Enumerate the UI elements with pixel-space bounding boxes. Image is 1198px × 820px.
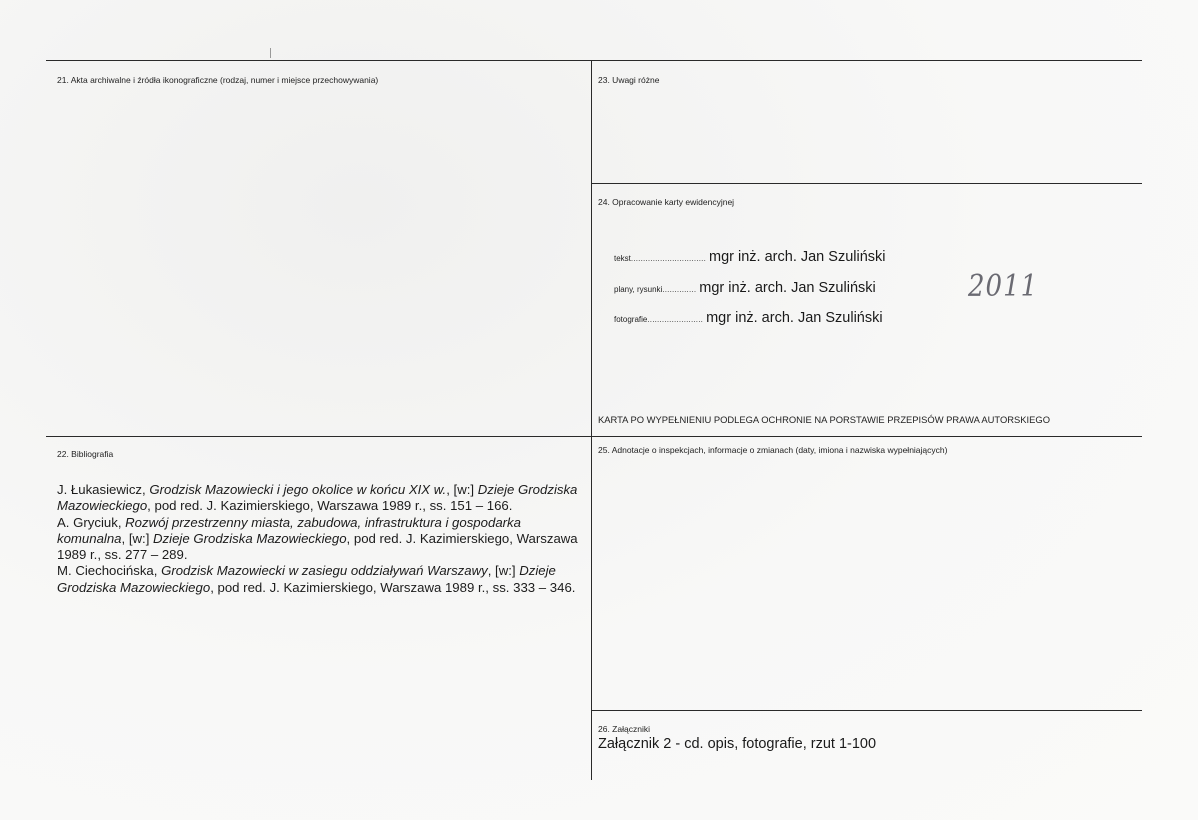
entry-author: J. Łukasiewicz, bbox=[57, 482, 150, 497]
scan-mark bbox=[270, 48, 271, 58]
role-label: tekst bbox=[614, 254, 631, 263]
author-name: mgr inż. arch. Jan Szuliński bbox=[709, 249, 886, 265]
leader-dots: ............................... bbox=[630, 254, 707, 263]
middle-border bbox=[46, 436, 1142, 437]
bibliography-entry bbox=[57, 563, 587, 596]
right-upper-divider bbox=[591, 183, 1142, 184]
section-23-label: 23. Uwagi różne bbox=[598, 75, 660, 85]
attachments-content: Załącznik 2 - cd. opis, fotografie, rzut 1-100 bbox=[598, 736, 877, 752]
leader-dots: ....................... bbox=[647, 315, 704, 324]
entry-source: Dzieje Grodziska Mazowieckiego bbox=[57, 482, 578, 514]
bibliography-list bbox=[57, 482, 587, 596]
right-lower-divider bbox=[591, 710, 1142, 711]
section-21-label: 21. Akta archiwalne i źródła ikonograficzne (rodzaj, numer i miejsce przechowywania) bbox=[57, 75, 379, 85]
entry-in: , [w:] bbox=[446, 482, 478, 497]
entry-author: M. Ciechocińska, bbox=[57, 563, 162, 579]
entry-source: Dzieje Grodziska Mazowieckiego bbox=[57, 563, 556, 595]
section-24-label: 24. Opracowanie karty ewidencyjnej bbox=[598, 197, 735, 207]
section-26-label: 26. Załączniki bbox=[598, 724, 650, 734]
entry-title: Rozwój przestrzenny miasta, zabudowa, infrastruktura i gospodarka komunalna bbox=[57, 514, 521, 546]
bibliography-entry bbox=[57, 515, 587, 564]
section-22-label: 22. Bibliografia bbox=[57, 449, 114, 459]
copyright-note: KARTA PO WYPEŁNIENIU PODLEGA OCHRONIE NA PORSTAWIE PRZEPISÓW PRAWA AUTORSKIEGO bbox=[598, 414, 1050, 425]
author-row-plans bbox=[614, 279, 876, 297]
leader-dots: .............. bbox=[662, 285, 697, 294]
role-label: fotografie bbox=[614, 315, 648, 324]
entry-details: , pod red. J. Kazimierskiego, Warszawa 1989 r., ss. 151 – 166. bbox=[147, 498, 513, 514]
author-row-text bbox=[614, 248, 886, 266]
entry-in: , [w:] bbox=[121, 530, 154, 546]
entry-in: , [w:] bbox=[487, 563, 520, 579]
entry-title: Grodzisk Mazowiecki i jego okolice w końcu XIX w. bbox=[149, 482, 447, 497]
top-border bbox=[46, 60, 1142, 61]
entry-title: Grodzisk Mazowiecki w zasiegu oddziaływań Warszawy bbox=[161, 563, 488, 579]
author-row-photos bbox=[614, 309, 883, 327]
role-label: plany, rysunki bbox=[614, 285, 663, 294]
entry-author: A. Gryciuk, bbox=[57, 514, 126, 530]
handwritten-year: 2011 bbox=[968, 269, 1039, 305]
section-25-label: 25. Adnotacje o inspekcjach, informacje o zmianach (daty, imiona i nazwiska wypełniających) bbox=[598, 445, 948, 455]
entry-details: , pod red. J. Kazimierskiego, Warszawa 1989 r., ss. 333 – 346. bbox=[210, 579, 576, 595]
author-name: mgr inż. arch. Jan Szuliński bbox=[699, 280, 876, 296]
entry-details: , pod red. J. Kazimierskiego, Warszawa 1989 r., ss. 277 – 289. bbox=[57, 530, 578, 563]
author-name: mgr inż. arch. Jan Szuliński bbox=[706, 310, 883, 326]
entry-source: Dzieje Grodziska Mazowieckiego bbox=[153, 530, 347, 546]
center-divider bbox=[591, 60, 592, 780]
bibliography-entry bbox=[57, 482, 587, 515]
